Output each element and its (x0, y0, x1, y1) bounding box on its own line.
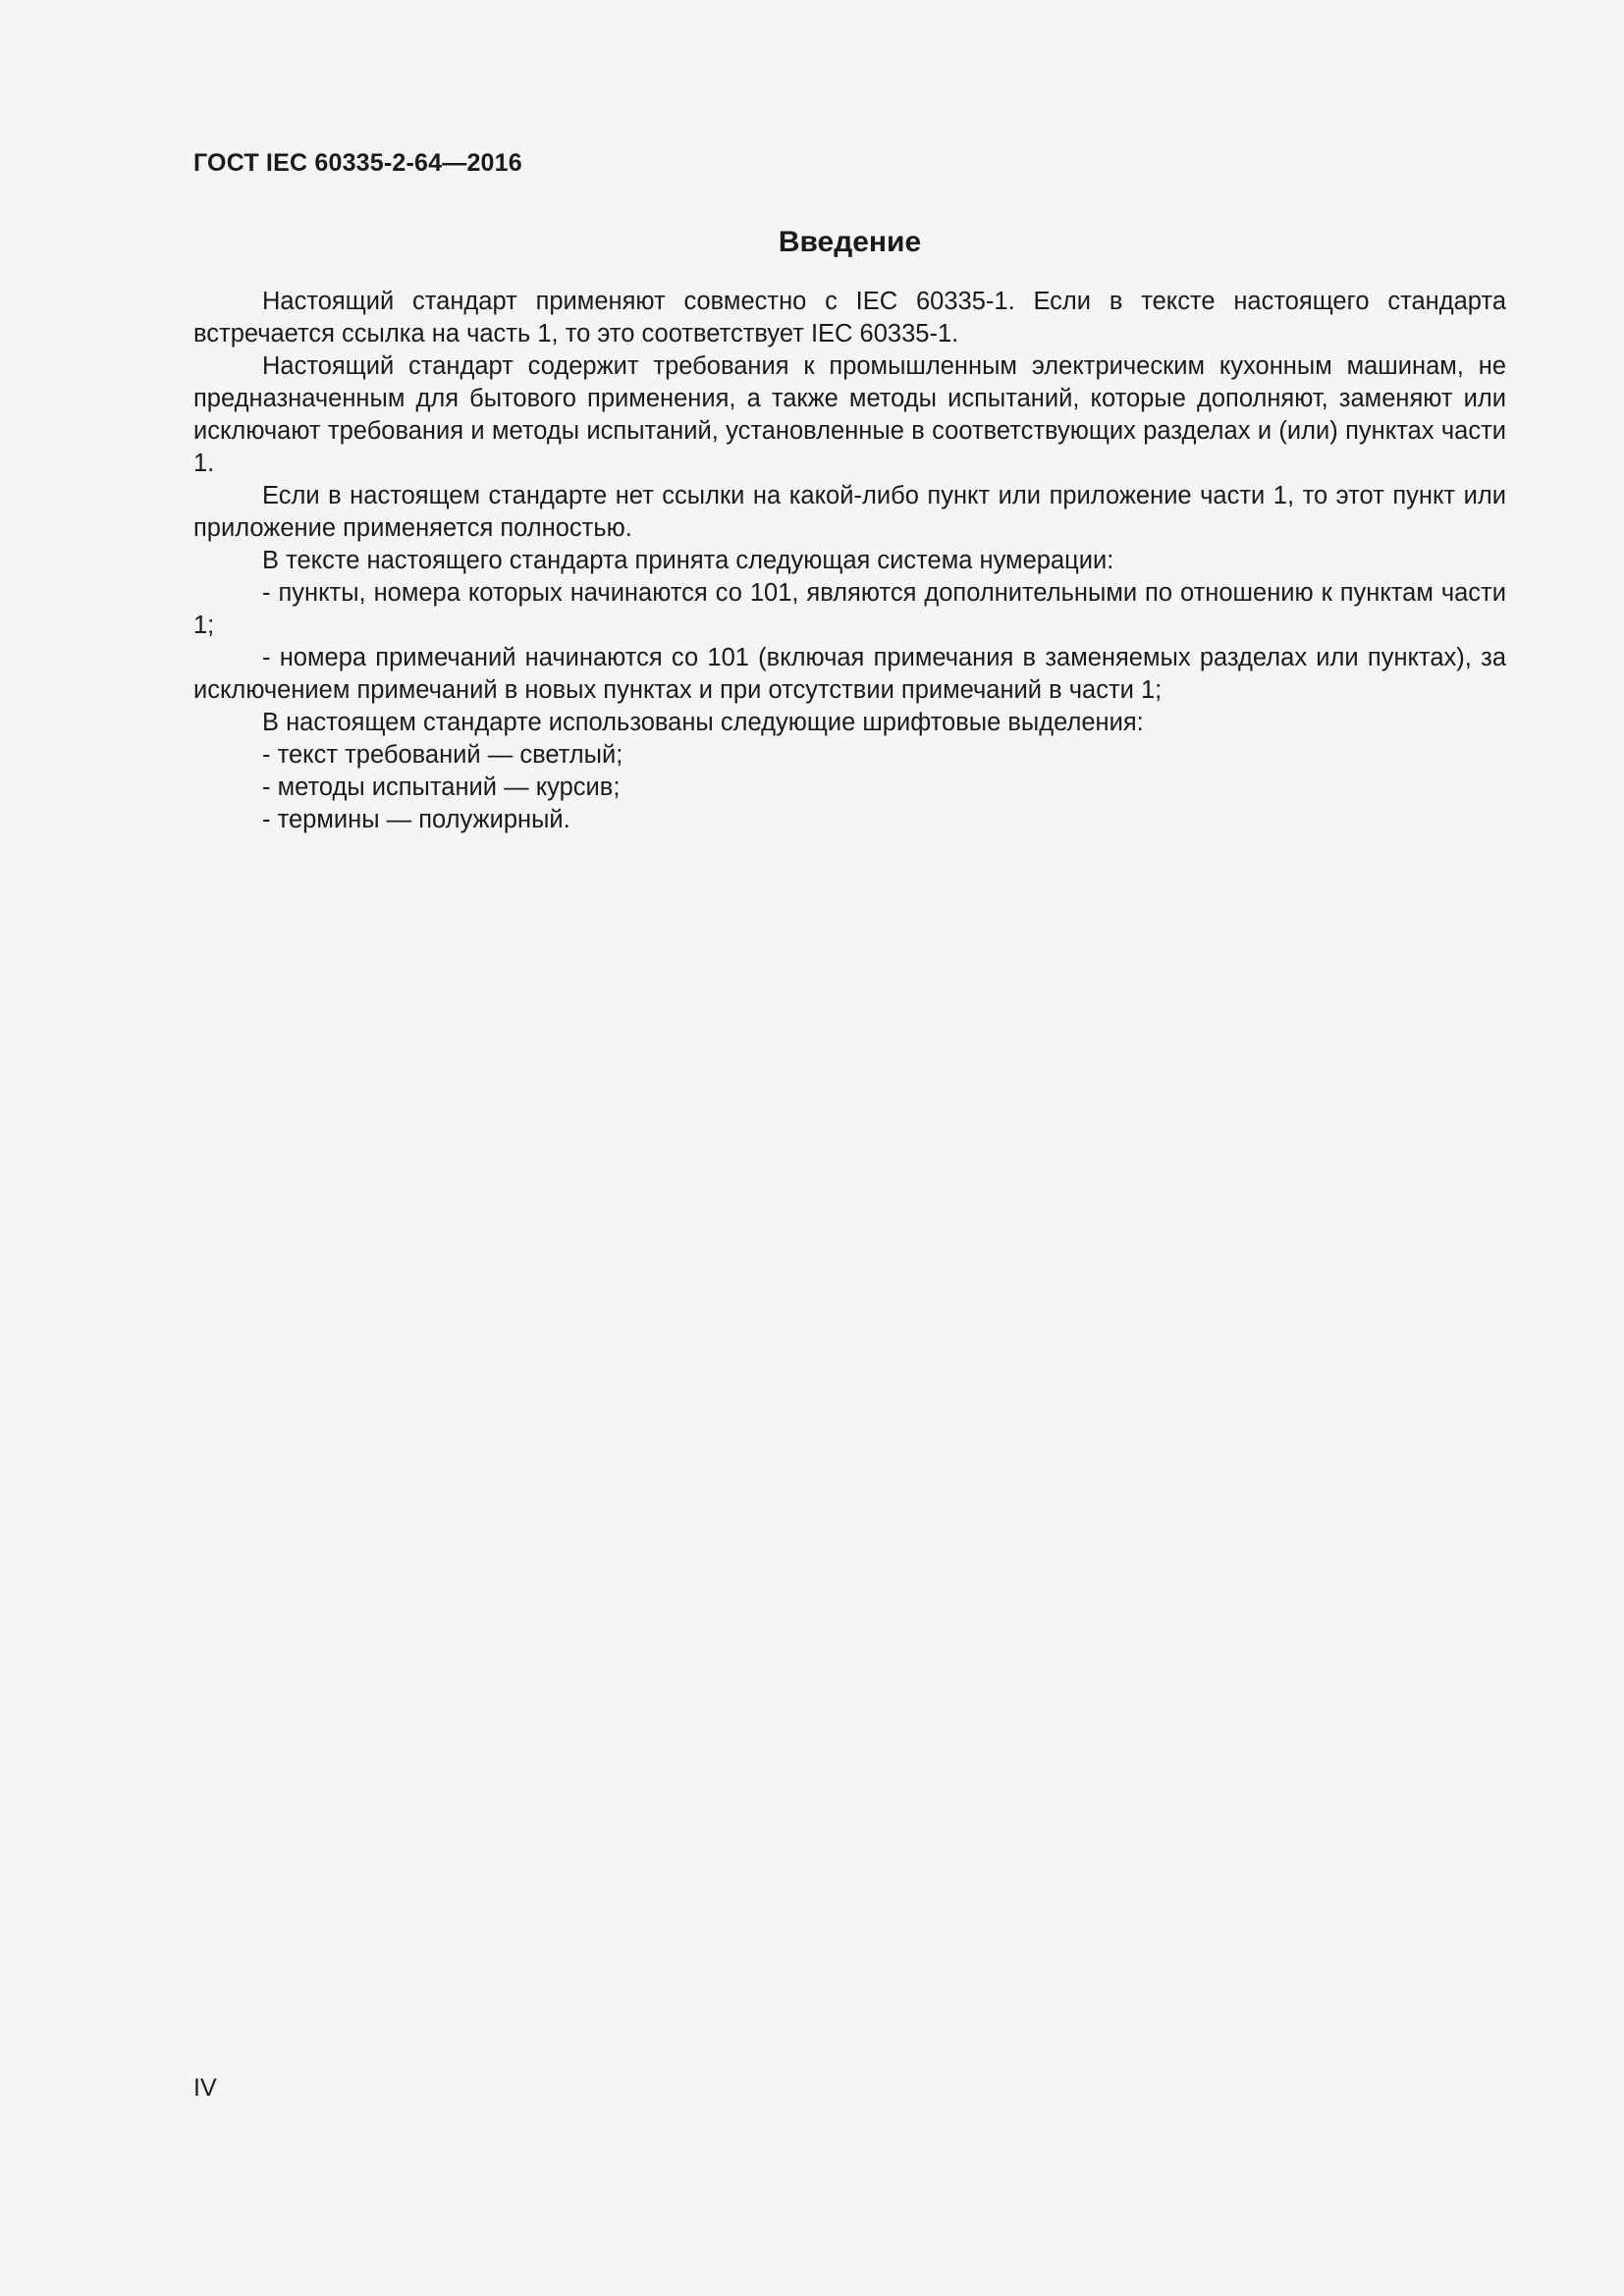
paragraph: В тексте настоящего стандарта принята следующая система нумерации: (262, 547, 1114, 574)
list-item: - методы испытаний — курсив; (262, 774, 621, 801)
list-item: - текст требований — светлый; (262, 741, 623, 769)
paragraph: В настоящем стандарте использованы следующие шрифтовые выделения: (262, 709, 1144, 736)
document-header: ГОСТ IEC 60335-2-64—2016 (193, 149, 522, 177)
list-item: - номера примечаний начинаются со 101 (включая примечания в заменяемых разделах или пунктах), за исключением примечаний в новых пунктах и при отсутствии примечаний в части 1; (193, 644, 1506, 704)
paragraph: Если в настоящем стандарте нет ссылки на какой-либо пункт или приложение части 1, то этот пункт или приложение применяется полностью. (193, 482, 1506, 542)
paragraph: Настоящий стандарт применяют совместно с IEC 60335-1. Если в тексте настоящего стандарта встречается ссылка на часть 1, то это соответствует IEC 60335-1. (193, 288, 1506, 347)
page-number: IV (193, 2074, 217, 2102)
section-body (193, 286, 1506, 836)
paragraph: Настоящий стандарт содержит требования к промышленным электрическим кухонным машинам, не предназначенным для бытового применения, а также методы испытаний, которые дополняют, заменяют или исключают требования и методы испытаний, установленные в соответствующих разделах и (или) пунктах части 1. (193, 352, 1506, 477)
list-item: - пункты, номера которых начинаются со 101, являются дополнительными по отношению к пунктам части 1; (193, 579, 1506, 639)
list-item: - термины — полужирный. (262, 806, 570, 833)
section-title: Введение (778, 226, 922, 258)
